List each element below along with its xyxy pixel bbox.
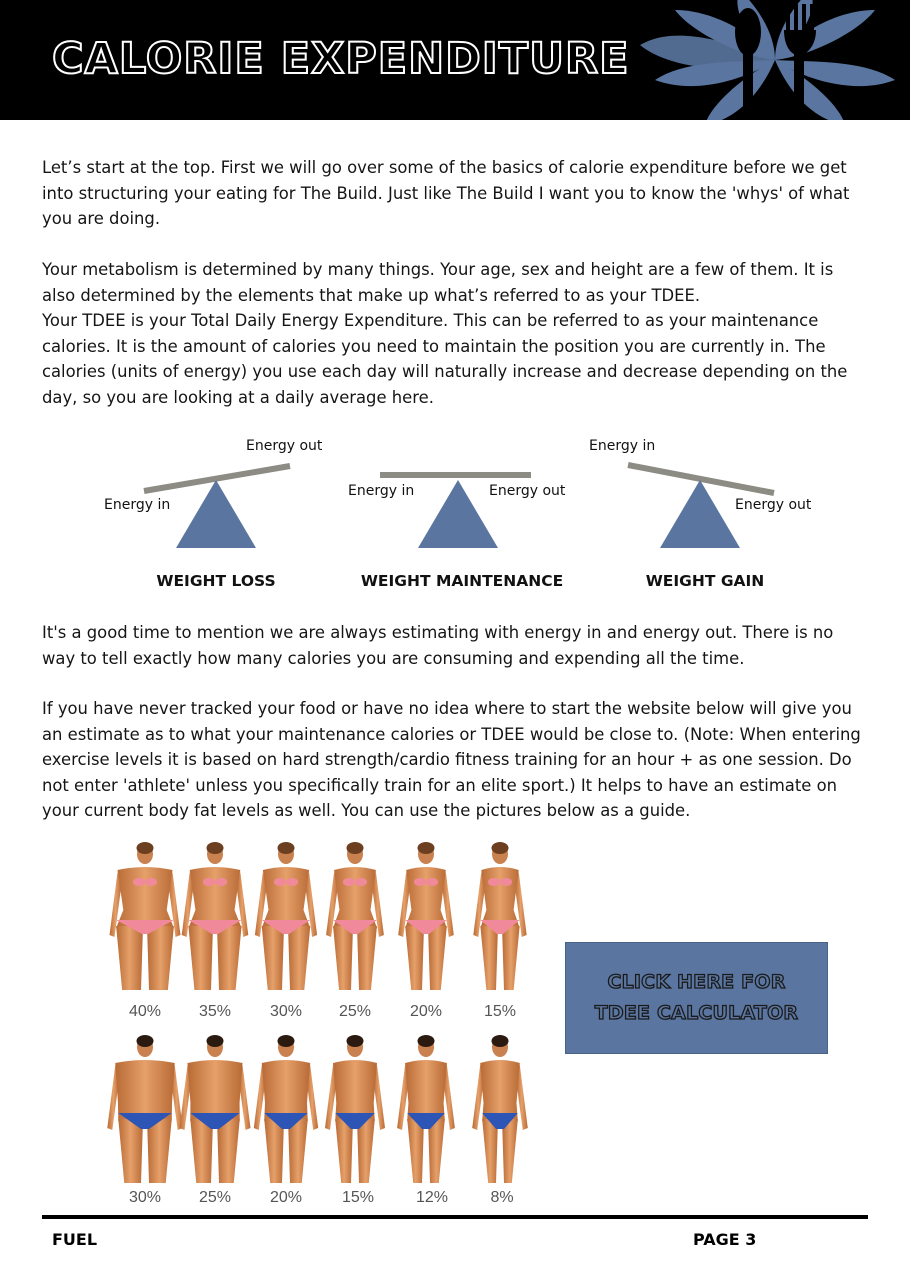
tdee-text: Your TDEE is your Total Daily Energy Expenditure. This can be referred to as your maintenance calories. It is the amount of calories you need to maintain the position you are currently in. The calories (units of energy) you use each day will naturally increase and decrease depending on the day, so you are looking at a daily average here. [42,311,848,407]
male-figure-1 [107,1035,182,1183]
female-figures-row [110,842,527,990]
female-pct-3: 30% [269,1003,303,1020]
footer-section-label: FUEL [52,1230,98,1249]
female-pct-2: 35% [198,1003,232,1020]
energy-balance-diagram [0,430,910,600]
body-fat-figures [105,838,540,1213]
intro-paragraph [42,155,870,232]
male-figure-4 [325,1035,385,1183]
metabolism-text: Your metabolism is determined by many things. Your age, sex and height are a few of them. It is also determined by the elements that make up what’s referred to as your TDEE. [42,260,834,305]
male-figures-row [107,1035,528,1183]
male-pct-6: 8% [490,1189,514,1206]
gain-energy-out: Energy out [735,497,812,513]
tdee-website-paragraph [42,696,870,824]
female-pct-1: 40% [128,1003,162,1020]
metabolism-paragraph [42,257,870,410]
tdee-calculator-button[interactable] [565,942,828,1054]
female-figure-3 [255,842,317,990]
female-figure-5 [398,842,454,990]
tdee-calculator-label [595,967,799,1029]
male-figure-5 [397,1035,455,1183]
female-figure-4 [326,842,384,990]
footer-divider [42,1215,868,1219]
female-figure-2 [182,842,249,990]
female-figure-1 [110,842,181,990]
fork-spoon-leaf-emblem-icon [640,0,910,120]
male-figure-2 [180,1035,251,1183]
intro-text: Let’s start at the top. First we will go over some of the basics of calorie expenditure before we get into structuring your eating for The Build. Just like The Build I want you to know the 'whys' of what you are doing. [42,158,850,228]
estimating-text: It's a good time to mention we are always estimating with energy in and energy out. There is no way to tell exactly how many calories you are consuming and expending all the time. [42,623,834,668]
female-figure-6 [473,842,526,990]
loss-energy-in: Energy in [104,497,171,513]
gain-energy-in: Energy in [589,438,656,454]
page-number: PAGE 3 [693,1230,757,1249]
male-pct-2: 25% [198,1189,232,1206]
header-bar [0,0,910,120]
female-pct-4: 25% [338,1003,372,1020]
page-title: CALORIE EXPENDITURE [52,34,630,84]
maintenance-energy-in: Energy in [348,483,415,499]
gain-caption: WEIGHT GAIN [645,572,765,590]
loss-fulcrum [176,480,256,548]
male-figure-3 [254,1035,318,1183]
male-pct-4: 15% [341,1189,375,1206]
male-pct-1: 30% [128,1189,162,1206]
loss-energy-out: Energy out [246,438,323,454]
female-pct-6: 15% [483,1003,517,1020]
male-pct-3: 20% [269,1189,303,1206]
maintenance-energy-out: Energy out [489,483,566,499]
tdee-website-text: If you have never tracked your food or have no idea where to start the website below will give you an estimate as to what your maintenance calories or TDEE would be close to. (Note: When entering exercise levels it is based on hard strength/cardio fitness training for an hour + as one session. Do not enter 'athlete' unless you specifically train for an elite sport.) It helps to have an estimate on your current body fat levels as well. You can use the pictures below as a guide. [42,699,861,820]
maintenance-fulcrum [418,480,498,548]
cta-line-1: CLICK HERE FOR [607,971,786,993]
maintenance-caption: WEIGHT MAINTENANCE [360,572,564,590]
gain-fulcrum [660,480,740,548]
body-fat-chart [105,838,540,1213]
loss-caption: WEIGHT LOSS [156,572,276,590]
cta-line-2: TDEE CALCULATOR [594,1002,799,1024]
female-pct-5: 20% [409,1003,443,1020]
male-pct-5: 12% [415,1189,449,1206]
estimating-paragraph [42,620,870,671]
male-figure-6 [472,1035,528,1183]
